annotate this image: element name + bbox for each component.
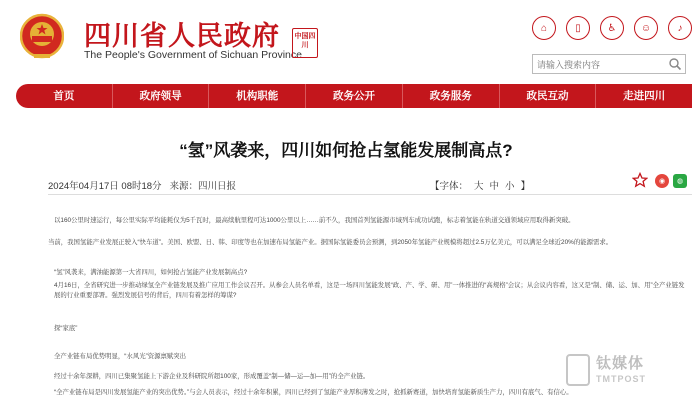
accessibility-toolbar xyxy=(532,16,692,40)
font-size-medium[interactable]: 中 xyxy=(489,181,500,192)
nav-item-home[interactable]: 首页 xyxy=(16,84,113,108)
article-paragraph: 全产业链布局优势明显，“水风光”资源禀赋突出 xyxy=(54,353,187,360)
speaker-icon[interactable]: ♪ xyxy=(668,16,692,40)
article-source: 来源：四川日报 xyxy=(169,181,236,192)
article-paragraph: “全产业链布局是四川发展氢能产业的突出优势。”与会人员表示，经过十余年积累，四川已经到了氢能产业厚积薄发之时，抢抓新赛道，加快培育氢能新质生产力，四川有底气、有信心。 xyxy=(54,389,573,396)
article-paragraph: 经过十余年深耕，四川已集聚氢能上下游企业及科研院所超100家，形成覆盖“制—储—运—加—用”的全产业链。 xyxy=(54,373,370,380)
article-title: “氢”风袭来，四川如何抢占氢能发展制高点? xyxy=(179,141,513,160)
home-icon[interactable]: ⌂ xyxy=(532,16,556,40)
site-subtitle: The People's Government of Sichuan Province xyxy=(84,49,302,61)
mobile-icon[interactable]: ▯ xyxy=(566,16,590,40)
nav-item-disclosure[interactable]: 政务公开 xyxy=(306,84,403,108)
site-title[interactable]: 四川省人民政府 xyxy=(84,21,280,51)
search-icon[interactable] xyxy=(668,57,682,71)
nav-item-interaction[interactable]: 政民互动 xyxy=(500,84,597,108)
article-paragraph: “氢”风袭来，满油能源第一大省四川，如何抢占氢能产业发展制高点? xyxy=(54,269,248,276)
share-toolbar xyxy=(655,174,687,188)
article-meta xyxy=(48,178,236,192)
favorite-star-icon[interactable] xyxy=(632,172,648,188)
header-divider xyxy=(48,194,692,195)
article-paragraph: 当前，我国氢能产业发展正驶入“快车道”。美国、欧盟、日、韩、印度等也在加速布局氢能产业。据国际氢能委员会预测，到2050年氢能产业规模将超过2.5万亿美元，可以满足全球近20%的能源需求。 xyxy=(48,239,613,246)
weibo-share-icon[interactable]: ◉ xyxy=(655,174,669,188)
article-subheading: 探“家底” xyxy=(54,325,78,332)
article-date: 2024年04月17日 08时18分 xyxy=(48,181,162,192)
wheelchair-icon[interactable]: ♿ xyxy=(600,16,624,40)
nav-item-sichuan[interactable]: 走进四川 xyxy=(623,90,666,102)
tmtpost-logo-icon xyxy=(566,354,590,386)
tmtpost-watermark xyxy=(566,352,686,392)
sichuan-seal-icon xyxy=(292,28,318,58)
elder-icon[interactable]: ☺ xyxy=(634,16,658,40)
font-size-small[interactable]: 小 xyxy=(505,181,515,192)
watermark-cn: 钛媒体 xyxy=(596,355,645,372)
site-header xyxy=(0,0,692,84)
font-size-close: 】 xyxy=(520,181,531,192)
nav-item-services[interactable]: 政务服务 xyxy=(403,84,500,108)
nav-item-functions[interactable]: 机构职能 xyxy=(209,84,306,108)
national-emblem-icon xyxy=(20,12,64,60)
article-paragraph: 以160公里时速运行，每公里实际平均能耗仅为5千瓦时，最高续航里程可达1000公里以上……前不久，我国首列氢能源市域列车成功试跑，标志着氢能在轨道交通领域应用取得新突破。 xyxy=(54,217,575,224)
article-paragraph: 4月16日，全省研究进一步推动绿氢全产业链发展及推广应用工作会议召开。从参会人员名单看，这是一场四川氢能发展“政、产、学、研、用”一体推进的“高规格”会议；从会议内容看，这又是“制、储、运、加、用”全产业链发展的行业重要部署。强烈发展信号的背后，四川有着怎样的筹谋? xyxy=(54,282,685,299)
watermark-en: TMTPOST xyxy=(596,374,646,384)
search-box xyxy=(532,54,686,74)
wechat-share-icon[interactable]: ◍ xyxy=(673,174,687,188)
nav-item-leaders[interactable]: 政府领导 xyxy=(113,84,210,108)
search-input[interactable] xyxy=(533,56,663,74)
font-size-control xyxy=(430,178,536,192)
seal-text: 中国四川 xyxy=(294,33,316,49)
font-size-label: 【字体： xyxy=(430,181,469,192)
font-size-large[interactable]: 大 xyxy=(474,181,484,192)
main-nav xyxy=(16,84,692,108)
